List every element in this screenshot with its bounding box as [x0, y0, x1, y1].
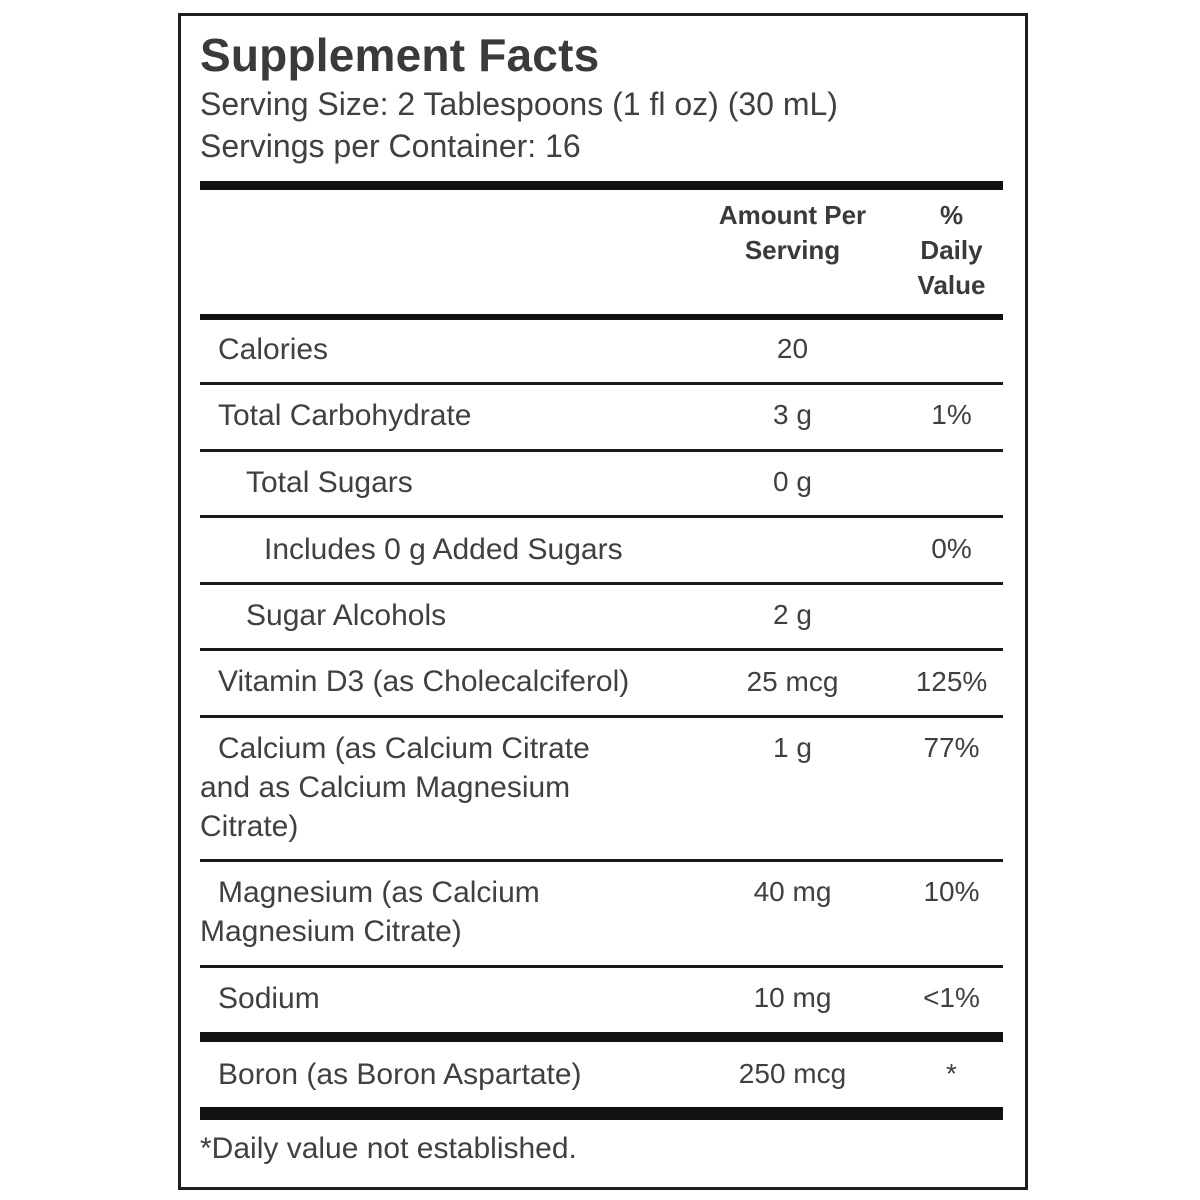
row-divider [200, 515, 1003, 518]
nutrient-amount-calories: 20 [776, 333, 809, 364]
row-divider [200, 382, 1003, 385]
nutrient-dv-sodium: <1% [923, 982, 980, 1013]
column-header-daily-value: % Daily Value [917, 200, 986, 300]
nutrient-amount-sugar-alcohols: 2 g [773, 599, 812, 630]
nutrient-dv-total-carbohydrate: 1% [931, 399, 972, 430]
nutrient-amount-vitamin-d3: 25 mcg [746, 666, 839, 697]
thick-divider-bottom [200, 1107, 1003, 1120]
nutrient-name-sodium: Sodium [218, 982, 320, 1015]
row-divider [200, 965, 1003, 968]
nutrient-amount-boron: 250 mcg [738, 1058, 847, 1089]
nutrient-name-added-sugars: Includes 0 g Added Sugars [264, 533, 623, 566]
nutrient-amount-total-carbohydrate: 3 g [773, 399, 812, 430]
nutrient-amount-total-sugars: 0 g [773, 466, 812, 497]
nutrient-amount-magnesium: 40 mg [753, 876, 832, 907]
nutrient-name-total-carbohydrate: Total Carbohydrate [218, 399, 472, 432]
servings-per-container: Servings per Container: 16 [200, 128, 581, 164]
thick-divider-middle [200, 1032, 1003, 1042]
nutrient-dv-magnesium: 10% [923, 876, 980, 907]
nutrient-dv-calcium: 77% [923, 732, 980, 763]
nutrient-name-vitamin-d3: Vitamin D3 (as Cholecalciferol) [218, 665, 630, 698]
nutrient-dv-vitamin-d3: 125% [915, 666, 988, 697]
column-header-amount: Amount Per Serving [718, 200, 867, 265]
nutrient-name-magnesium: Magnesium (as Calcium Magnesium Citrate) [200, 876, 540, 948]
nutrient-name-calcium: Calcium (as Calcium Citrate and as Calcium Magnesium Citrate) [200, 732, 590, 843]
row-divider [200, 648, 1003, 651]
nutrient-name-boron: Boron (as Boron Aspartate) [218, 1058, 582, 1091]
row-divider [200, 859, 1003, 862]
row-divider [200, 449, 1003, 452]
thick-divider-top [200, 181, 1003, 190]
nutrient-name-sugar-alcohols: Sugar Alcohols [246, 599, 447, 632]
nutrient-amount-calcium: 1 g [773, 732, 812, 763]
nutrient-dv-added-sugars: 0% [931, 533, 972, 564]
nutrient-dv-boron: * [946, 1058, 957, 1089]
row-divider [200, 715, 1003, 718]
serving-size: Serving Size: 2 Tablespoons (1 fl oz) (30 mL) [200, 86, 838, 122]
nutrient-name-calories: Calories [218, 333, 329, 366]
nutrient-amount-sodium: 10 mg [753, 982, 832, 1013]
nutrient-name-total-sugars: Total Sugars [246, 466, 413, 499]
row-divider [200, 582, 1003, 585]
header-divider [200, 314, 1003, 320]
panel-title: Supplement Facts [200, 29, 600, 81]
footnote: *Daily value not established. [200, 1132, 577, 1165]
